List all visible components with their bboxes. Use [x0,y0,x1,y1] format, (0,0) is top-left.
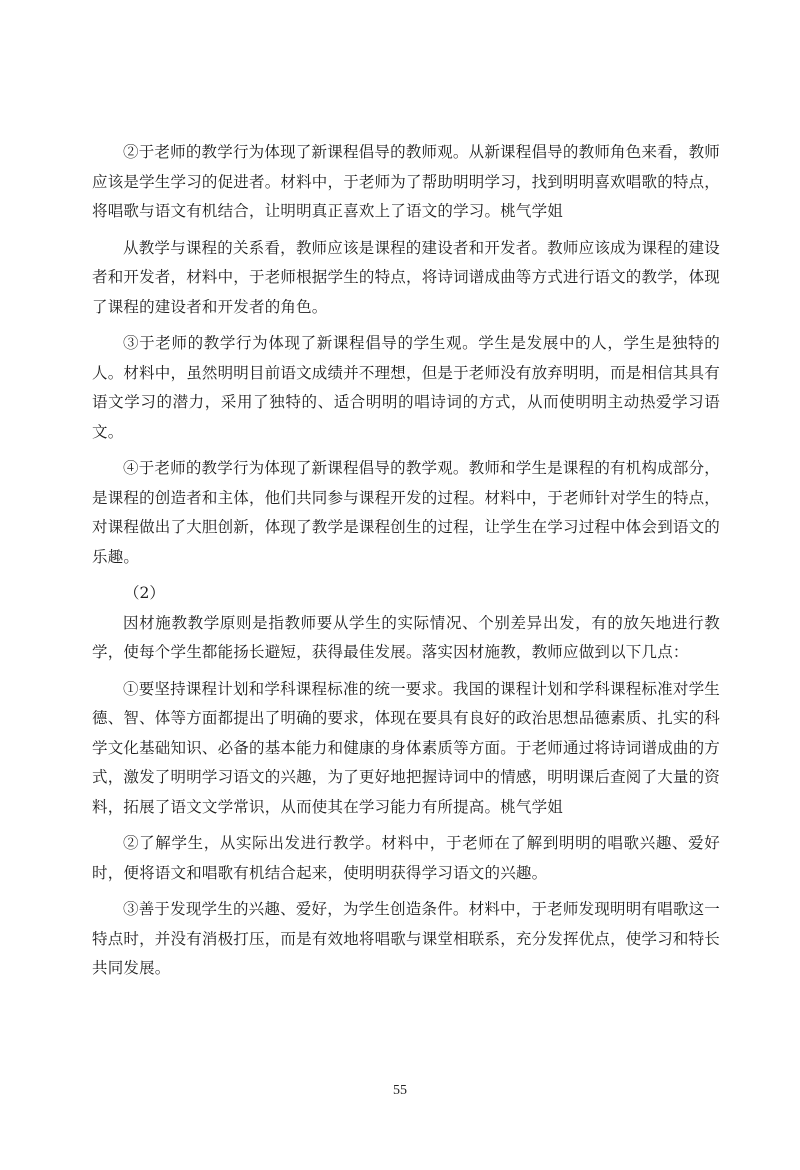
paragraph-teacher-view: ②于老师的教学行为体现了新课程倡导的教师观。从新课程倡导的教师角色来看，教师应该是学生学习的促进者。材料中，于老师为了帮助明明学习，找到明明喜欢唱歌的特点，将唱歌与语文有机结合，让明明真正喜欢上了语文的学习。桃气学姐 [92,143,721,220]
document-body [92,138,720,984]
page-number: 55 [393,1083,407,1098]
paragraph-teaching-view: ④于老师的教学行为体现了新课程倡导的教学观。教师和学生是课程的有机构成部分，是课程的创造者和主体，他们共同参与课程开发的过程。材料中，于老师针对学生的特点，对课程做出了大胆创新，体现了教学是课程创生的过程，让学生在学习过程中体会到语文的乐趣。 [92,459,721,566]
paragraph-point-1: ①要坚持课程计划和学科课程标准的统一要求。我国的课程计划和学科课程标准对学生德、智、体等方面都提出了明确的要求，体现在要具有良好的政治思想品德素质、扎实的科学文化基础知识、必备的基本能力和健康的身体素质等方面。于老师通过将诗词谱成曲的方式，激发了明明学习语文的兴趣，为了更好地把握诗词中的情感，明明课后查阅了大量的资料，拓展了语文文学常识，从而使其在学习能力有所提高。桃气学姐 [92,679,721,816]
paragraph-point-3: ③善于发现学生的兴趣、爱好，为学生创造条件。材料中，于老师发现明明有唱歌这一特点时，并没有消极打压，而是有效地将唱歌与课堂相联系，充分发挥优点，使学习和特长共同发展。 [92,900,721,977]
paragraph-student-view: ③于老师的教学行为体现了新课程倡导的学生观。学生是发展中的人，学生是独特的人。材料中，虽然明明目前语文成绩并不理想，但是于老师没有放弃明明，而是相信其具有语文学习的潜力，采用了独特的、适合明明的唱诗词的方式，从而使明明主动热爱学习语文。 [92,334,721,441]
paragraph-curriculum-developer: 从教学与课程的关系看，教师应该是课程的建设者和开发者。教师应该成为课程的建设者和开发者，材料中，于老师根据学生的特点，将诗词谱成曲等方式进行语文的教学，体现了课程的建设者和开发者的角色。 [92,238,721,316]
paragraph-individualized-teaching: 因材施教教学原则是指教师要从学生的实际情况、个别差异出发，有的放矢地进行教学，使每个学生都能扬长避短，获得最佳发展。落实因材施教，教师应做到以下几点： [92,613,720,661]
section-label-2: （2） [124,584,165,602]
paragraph-point-2: ②了解学生，从实际出发进行教学。材料中，于老师在了解到明明的唱歌兴趣、爱好时，便将语文和唱歌有机结合起来，使明明获得学习语文的兴趣。 [92,834,720,882]
